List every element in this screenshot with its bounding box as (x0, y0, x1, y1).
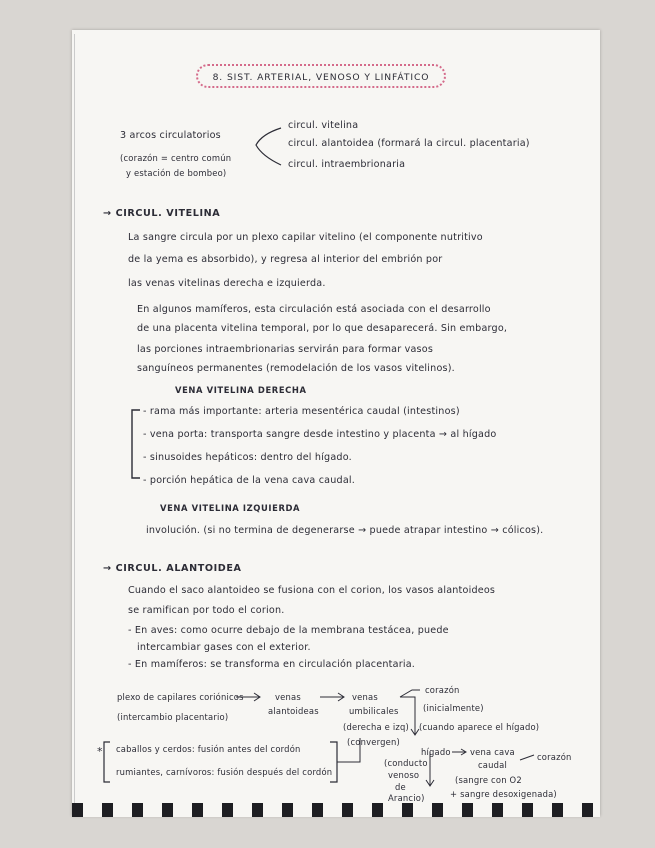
arrow-corazon (400, 690, 420, 697)
flow-conducto-4: Arancio) (388, 793, 425, 803)
alantoidea-p1-line2: se ramifican por todo el corion. (128, 605, 285, 616)
bracket-derecha (132, 410, 140, 478)
flow-cava-2: caudal (478, 760, 508, 770)
corazon-note-1: (corazón = centro común (120, 153, 232, 163)
derecha-item-3: - sinusoides hepáticos: dentro del hígado. (143, 452, 352, 463)
flow-sangre-1: (sangre con O2 (455, 775, 522, 785)
derecha-item-2: - vena porta: transporta sangre desde intestino y placenta → al hígado (143, 429, 497, 440)
notebook-edge-strip (72, 803, 600, 817)
arrow-cava-corazon (520, 755, 534, 760)
vitelina-p1-line2: de la yema es absorbido), y regresa al interior del embrión por (128, 254, 443, 265)
flow-corazon-2: corazón (537, 752, 572, 762)
page-title: 8. SIST. ARTERIAL, VENOSO Y LINFÁTICO (196, 64, 446, 88)
flow-corazon: corazón (425, 685, 460, 695)
flow-intercambio: (intercambio placentario) (117, 712, 229, 722)
heading-vitelina: → CIRCUL. VITELINA (103, 208, 221, 219)
flow-conducto-1: (conducto (384, 758, 428, 768)
flow-venas-alant-1: venas (275, 692, 301, 702)
flow-cuando: (cuando aparece el hígado) (419, 722, 540, 732)
vitelina-p2-line4: sanguíneos permanentes (remodelación de los vasos vitelinos). (137, 363, 455, 374)
flow-caballos: caballos y cerdos: fusión antes del cordón (116, 744, 301, 754)
aves-line-1: - En aves: como ocurre debajo de la membrana testácea, puede (128, 625, 449, 636)
vitelina-p2-line2: de una placenta vitelina temporal, por lo que desaparecerá. Sin embargo, (137, 323, 508, 334)
flow-venas-umb-2: umbilicales (349, 706, 399, 716)
vitelina-p2-line3: las porciones intraembrionarias servirán para formar vasos (137, 344, 434, 355)
bracket-fusion-left (104, 742, 110, 782)
flow-star: * (97, 745, 103, 758)
flow-conducto-3: de (395, 782, 406, 792)
flow-inicialmente: (inicialmente) (423, 703, 484, 713)
arco-item-2: circul. alantoidea (formará la circul. placentaria) (288, 138, 530, 149)
vitelina-p1-line3: las venas vitelinas derecha e izquierda. (128, 278, 326, 289)
arcos-label: 3 arcos circulatorios (120, 130, 221, 141)
corazon-note-2: y estación de bombeo) (126, 168, 227, 178)
derecha-item-1: - rama más importante: arteria mesentérica caudal (intestinos) (143, 406, 460, 417)
flow-plexo: plexo de capilares coriónicos (117, 692, 244, 702)
flow-venas-umb-1: venas (352, 692, 378, 702)
flow-higado: hígado (421, 747, 451, 757)
arrow-venas-umb (320, 693, 344, 701)
aves-line-2: intercambiar gases con el exterior. (137, 642, 311, 653)
arco-item-3: circul. intraembrionaria (288, 159, 406, 170)
arco-item-1: circul. vitelina (288, 120, 359, 131)
flow-cava-1: vena cava (470, 747, 515, 757)
heading-alantoidea: → CIRCUL. ALANTOIDEA (103, 563, 242, 574)
brace-arcos (256, 128, 281, 165)
vena-izquierda-title: VENA VITELINA IZQUIERDA (160, 503, 301, 513)
flow-conducto-2: venoso (388, 770, 420, 780)
derecha-item-4: - porción hepática de la vena cava caudal. (143, 475, 356, 486)
flow-venas-alant-2: alantoideas (268, 706, 319, 716)
flow-venas-umb-3: (derecha e izq) (343, 722, 409, 732)
vitelina-p1-line1: La sangre circula por un plexo capilar vitelino (el componente nutritivo (128, 232, 483, 243)
vena-derecha-title: VENA VITELINA DERECHA (175, 385, 307, 395)
flow-sangre-2: + sangre desoxigenada) (450, 789, 557, 799)
flow-rumiantes: rumiantes, carnívoros: fusión después del cordón (116, 767, 333, 777)
alantoidea-p1-line1: Cuando el saco alantoideo se fusiona con el corion, los vasos alantoideos (128, 585, 496, 596)
izquierda-text: involución. (si no termina de degenerarse → puede atrapar intestino → cólicos). (146, 525, 544, 536)
arrow-higado-cava (452, 749, 466, 755)
flow-convergen: (convergen) (347, 737, 400, 747)
mamiferos-line: - En mamíferos: se transforma en circulación placentaria. (128, 659, 416, 670)
vitelina-p2-line1: En algunos mamíferos, esta circulación está asociada con el desarrollo (137, 304, 491, 315)
